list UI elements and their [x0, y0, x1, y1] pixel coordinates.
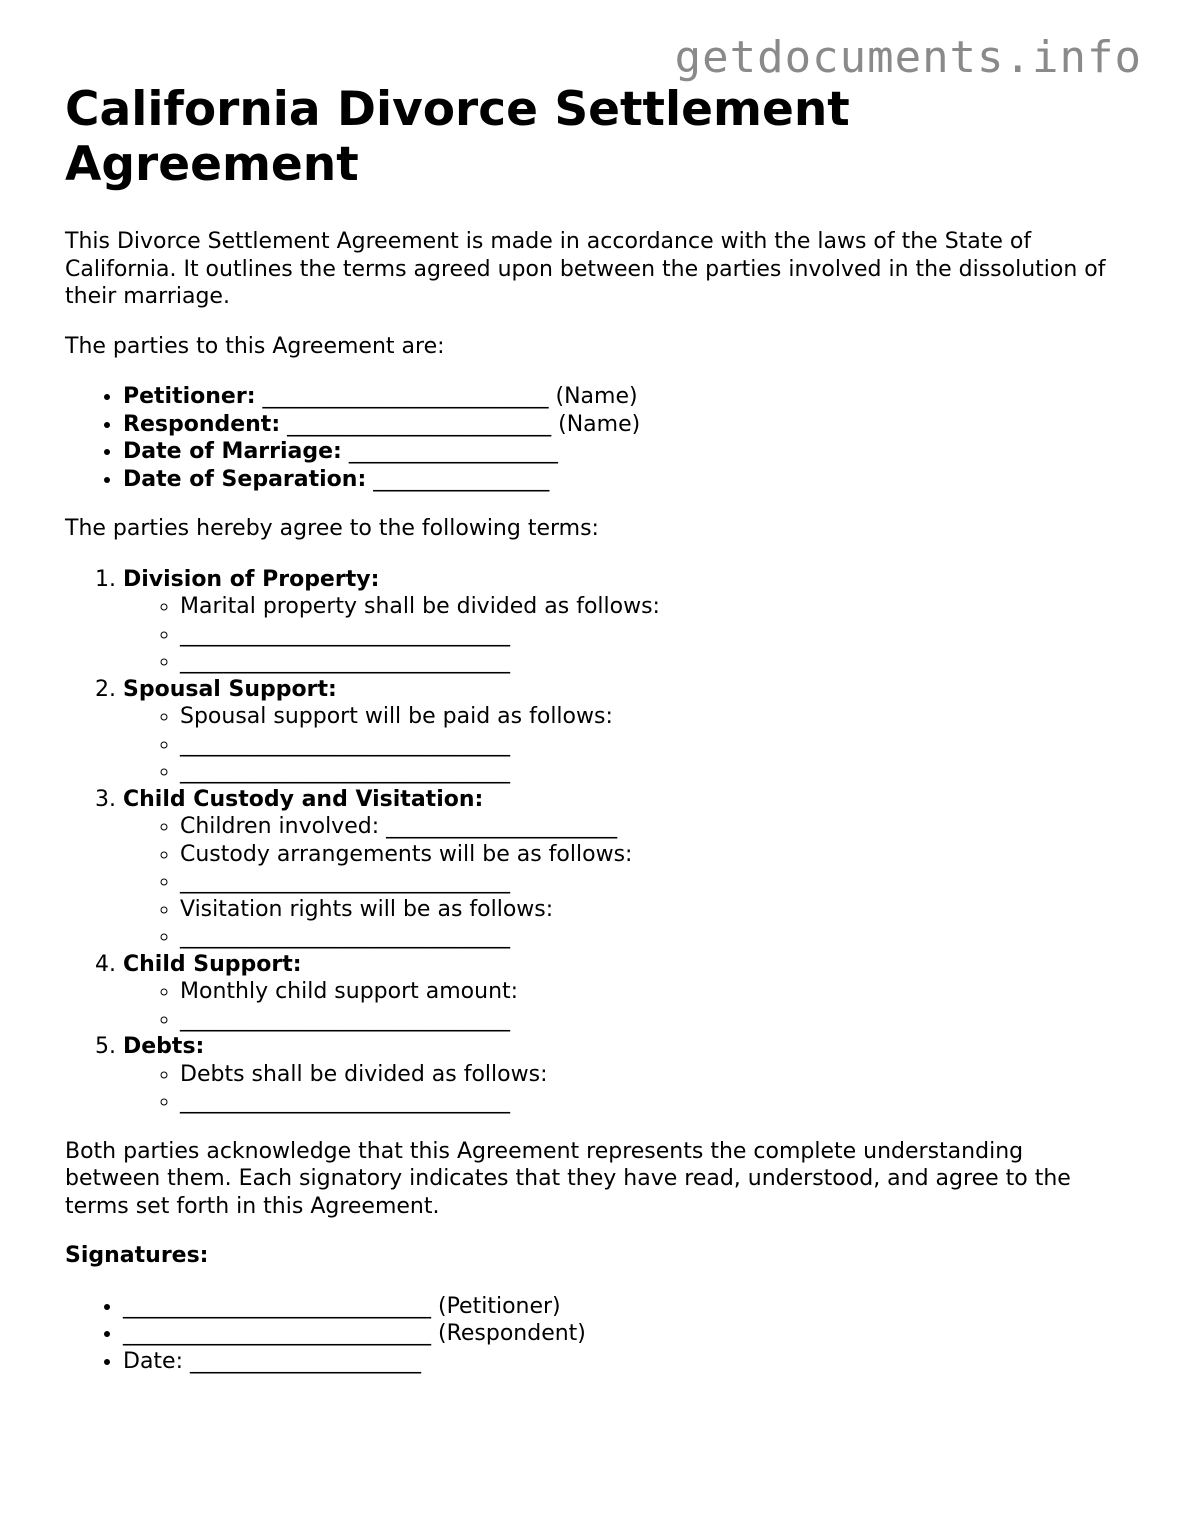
term-item	[123, 566, 1115, 676]
term-item	[123, 951, 1115, 1034]
term-line: ◦ Visitation rights will be as follows:	[180, 896, 1115, 924]
term-sublist	[123, 1061, 1115, 1116]
party-label: Petitioner:	[123, 384, 256, 409]
term-sublist	[123, 703, 1115, 786]
party-label: Date of Marriage:	[123, 439, 342, 464]
parties-list	[65, 383, 1115, 493]
term-blank: ◦ ______________________________	[180, 868, 1115, 896]
terms-lead: The parties hereby agree to the following terms:	[65, 516, 599, 541]
term-item	[123, 676, 1115, 786]
signature-date: • Date: _____________________	[123, 1348, 1115, 1376]
term-heading: Child Custody and Visitation:	[123, 786, 484, 812]
party-blank: __________________________	[262, 384, 549, 409]
party-label: Respondent:	[123, 411, 281, 437]
term-blank: ◦ ______________________________	[180, 1088, 1115, 1116]
signatures-list	[65, 1293, 1115, 1376]
document-page	[65, 82, 1115, 1375]
party-blank: ________________	[373, 466, 550, 492]
term-blank: ◦ ______________________________	[180, 731, 1115, 759]
page-title: California Divorce Settlement Agreement	[65, 82, 850, 192]
term-item	[123, 786, 1115, 951]
term-blank: ◦ ______________________________	[180, 621, 1115, 649]
term-heading: Spousal Support:	[123, 676, 337, 702]
watermark: getdocuments.info	[674, 32, 1142, 83]
party-item	[123, 466, 1115, 494]
term-heading: Debts:	[123, 1034, 205, 1059]
term-line: ◦ Children involved: _____________________	[180, 813, 1115, 841]
term-heading: Child Support:	[123, 951, 302, 977]
party-item	[123, 411, 1115, 439]
term-line: ◦ Spousal support will be paid as follows:	[180, 703, 1115, 731]
term-blank: ◦ ______________________________	[180, 648, 1115, 676]
party-item	[123, 438, 1115, 466]
parties-lead: The parties to this Agreement are:	[65, 333, 445, 359]
term-line: ◦ Monthly child support amount:	[180, 978, 1115, 1006]
party-suffix: (Name)	[551, 411, 641, 437]
term-heading: Division of Property:	[123, 566, 380, 592]
term-line: ◦ Custody arrangements will be as follows:	[180, 841, 1115, 869]
party-item	[123, 383, 1115, 411]
term-blank: ◦ ______________________________	[180, 758, 1115, 786]
term-line: ◦ Debts shall be divided as follows:	[180, 1061, 1115, 1089]
party-suffix: (Name)	[548, 384, 638, 409]
party-label: Date of Separation:	[123, 466, 367, 492]
party-blank: ___________________	[348, 439, 558, 464]
terms-list	[65, 566, 1115, 1116]
term-sublist	[123, 978, 1115, 1033]
signature-line: • ____________________________ (Petitioner)	[123, 1293, 1115, 1321]
acknowledgment-paragraph: Both parties acknowledge that this Agreement represents the complete understanding between them. Each signatory indicates that they have read, understood, and agree to the terms set forth in this Agreement.	[65, 1138, 1071, 1219]
party-blank: ________________________	[287, 411, 552, 437]
term-line: ◦ Marital property shall be divided as follows:	[180, 593, 1115, 621]
term-sublist	[123, 813, 1115, 951]
term-sublist	[123, 593, 1115, 676]
intro-paragraph: This Divorce Settlement Agreement is made in accordance with the laws of the State of California. It outlines the terms agreed upon between the parties involved in the dissolution of their marriage.	[65, 229, 1106, 309]
term-blank: ◦ ______________________________	[180, 923, 1115, 951]
signatures-heading: Signatures:	[65, 1243, 209, 1268]
signature-line: • ____________________________ (Respondent)	[123, 1320, 1115, 1348]
term-blank: ◦ ______________________________	[180, 1006, 1115, 1034]
term-item	[123, 1033, 1115, 1116]
